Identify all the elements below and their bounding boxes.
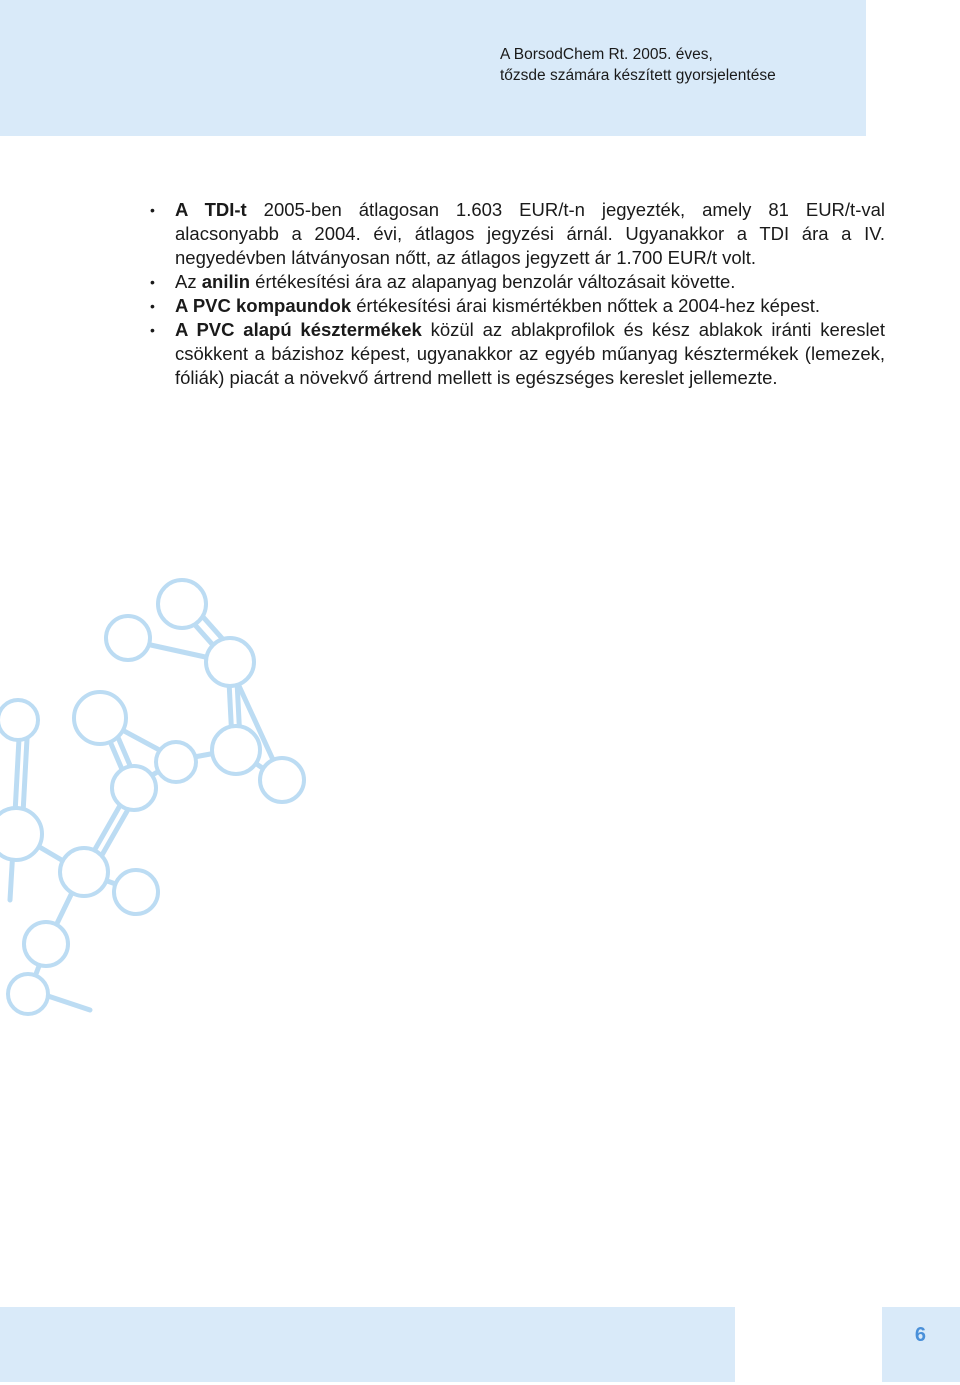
- bullet-icon: •: [150, 274, 155, 290]
- header-band: [0, 0, 866, 136]
- page-number: 6: [914, 1324, 926, 1346]
- bullet-list-section: [150, 198, 885, 390]
- page-number-box: [882, 1307, 960, 1382]
- list-item-text: értékesítési árai kismértékben nőttek a 2004-hez képest.: [351, 295, 821, 316]
- list-item-bold-term: A TDI-t: [175, 199, 247, 220]
- bullet-icon: •: [150, 202, 155, 218]
- list-item-prefix: Az: [175, 271, 202, 292]
- list-item-text: közül az ablakprofilok és kész ablakok iránti kereslet csökkent a bázishoz képest, ugyanakkor az egyéb műanyag késztermékek (lemezek, fóliák) piacát a növekvő ártrend mellett is egészséges kereslet jellemezte.: [175, 319, 885, 388]
- header-line-2: tőzsde számára készített gyorsjelentése: [500, 67, 776, 84]
- list-item-pvc-products: [150, 318, 885, 390]
- list-item-bold-term: A PVC alapú késztermékek: [175, 319, 422, 340]
- list-item-anilin: [150, 270, 885, 294]
- document-header: [500, 44, 776, 86]
- footer-band: [0, 1307, 735, 1382]
- list-item-pvc-compounds: [150, 294, 885, 318]
- bullet-icon: •: [150, 298, 155, 314]
- list-item-tdi: [150, 198, 885, 270]
- bullet-icon: •: [150, 322, 155, 338]
- list-item-bold-term: anilin: [201, 271, 251, 292]
- list-item-text: értékesítési ára az alapanyag benzolár változásait követte.: [250, 271, 736, 292]
- molecule-decoration-icon: [0, 570, 330, 1030]
- list-item-text: 2005-ben átlagosan 1.603 EUR/t-n jegyezték, amely 81 EUR/t-val alacsonyabb a 2004. évi, átlagos jegyzési árnál. Ugyanakkor a TDI ára a IV. negyedévben látványosan nőtt, az átlagos jegyzett ár 1.700 EUR/t volt.: [175, 199, 886, 268]
- list-item-bold-term: A PVC kompaundok: [175, 295, 352, 316]
- bullet-list: [150, 198, 885, 390]
- header-line-1: A BorsodChem Rt. 2005. éves,: [500, 46, 713, 63]
